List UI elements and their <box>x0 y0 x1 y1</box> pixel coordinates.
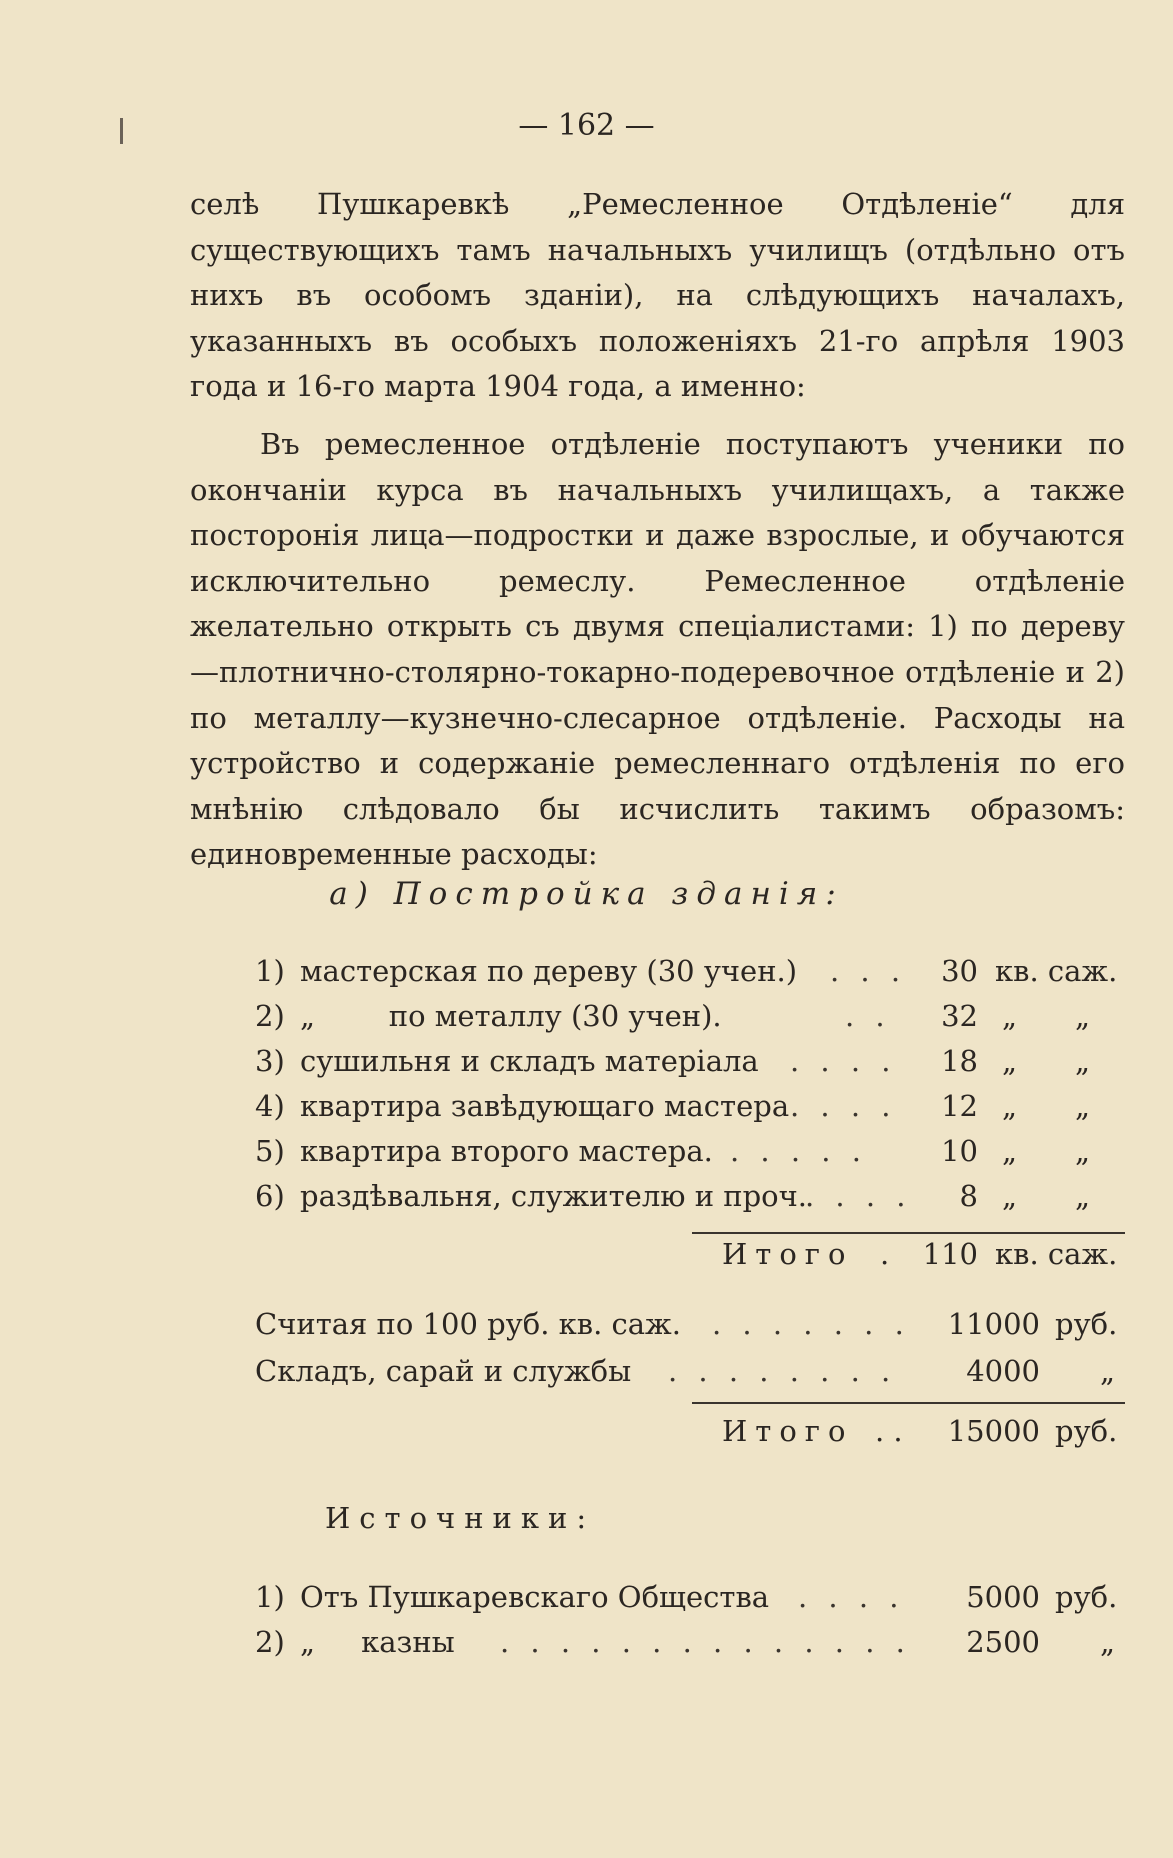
item-value: 18 <box>941 1044 978 1078</box>
ditto-mark: „ <box>1075 1089 1091 1123</box>
total-value: 110 <box>922 1237 978 1271</box>
cost-value: 4000 <box>966 1354 1040 1388</box>
item-value: 30 <box>941 954 978 988</box>
item-value: 12 <box>941 1089 978 1123</box>
leader-dots: . . . . . . . <box>712 1307 910 1341</box>
total-unit: руб. <box>1055 1414 1118 1448</box>
source-unit: руб. <box>1055 1580 1118 1614</box>
ditto-mark: „ <box>1002 999 1018 1033</box>
ditto-mark: „ <box>1075 1044 1091 1078</box>
item-number: 1) <box>255 1580 285 1614</box>
leader-dots: . . . <box>830 954 907 988</box>
item-number: 4) <box>255 1089 285 1123</box>
item-name: раздѣвальня, служителю и проч. <box>300 1179 808 1213</box>
source-name: Отъ Пушкаревскаго Общества <box>300 1580 770 1614</box>
paragraph-1: селѣ Пушкаревкѣ „Ремесленное Отдѣленіе“ для существующихъ тамъ начальныхъ училищъ (отдѣльно отъ нихъ въ особомъ зданіи), на слѣдующихъ началахъ, указанныхъ въ особыхъ положеніяхъ 21-го апрѣля 1903 года и 16-го марта 1904 года, а именно: <box>190 187 1125 404</box>
item-unit: кв. саж. <box>995 954 1118 988</box>
item-number: 5) <box>255 1134 285 1168</box>
leader-dots: . . . . <box>798 1580 905 1614</box>
item-number: 2) <box>255 999 285 1033</box>
sources-heading: Источники: <box>325 1501 596 1535</box>
ditto-mark: „ <box>1075 999 1091 1033</box>
ditto-mark: „ <box>1075 1179 1091 1213</box>
item-name: мастерская по дереву (30 учен.) <box>300 954 798 988</box>
total-label: Итого <box>722 1414 854 1448</box>
item-name: сушильня и складъ матеріала <box>300 1044 759 1078</box>
total-value: 15000 <box>947 1414 1040 1448</box>
cost-unit: „ <box>1100 1354 1116 1388</box>
cost-name: Складъ, сарай и службы <box>255 1354 632 1388</box>
sum-rule <box>692 1402 1125 1404</box>
item-value: 10 <box>941 1134 978 1168</box>
item-number: 6) <box>255 1179 285 1213</box>
total-unit: кв. саж. <box>995 1237 1118 1271</box>
total-label: Итого <box>722 1237 854 1271</box>
leader-dots: . . . . <box>805 1179 912 1213</box>
leader-dots: . . . . <box>790 1044 897 1078</box>
ditto-mark: „ <box>1075 1134 1091 1168</box>
cost-value: 11000 <box>947 1307 1040 1341</box>
leader-dots: . . <box>845 999 891 1033</box>
source-name: „ казны <box>300 1625 455 1659</box>
cost-unit: руб. <box>1055 1307 1118 1341</box>
item-number: 1) <box>255 954 285 988</box>
section-heading: а) Постройка зданія: <box>329 876 844 912</box>
source-value: 5000 <box>966 1580 1040 1614</box>
source-unit: „ <box>1100 1625 1116 1659</box>
item-name: квартира завѣдующаго мастера <box>300 1089 790 1123</box>
leader-dots: . . . . . . . . <box>668 1354 897 1388</box>
paragraph-2: Въ ремесленное отдѣленіе поступаютъ ученики по окончаніи курса въ начальныхъ училищахъ, а также посторонія лица—подростки и даже взрослые, и обучаются исключительно ремеслу. Ремесленное отдѣленіе желательно открыть съ двумя спеціалистами: 1) по дереву—плотнично-столярно-токарно-подеревочное отдѣленіе и 2) по металлу—кузнечно-слесарное отдѣленіе. Расходы на устройство и содержаніе ремесленнаго отдѣленія по его мнѣнію слѣдовало бы исчислить такимъ образомъ: единовременные расходы: <box>190 427 1125 872</box>
leader-dots: . . . . <box>790 1089 897 1123</box>
leader-dots: . <box>880 1237 890 1271</box>
leader-dots: . . . . . . . . . . . . . . <box>500 1625 911 1659</box>
ditto-mark: „ <box>1002 1134 1018 1168</box>
source-value: 2500 <box>966 1625 1040 1659</box>
page-number: — 162 — <box>518 108 655 143</box>
ditto-mark: „ <box>1002 1179 1018 1213</box>
item-value: 32 <box>941 999 978 1033</box>
leader-dots: . . . . . <box>730 1134 867 1168</box>
leader-dots: . . <box>875 1414 903 1448</box>
ditto-mark: „ <box>1002 1044 1018 1078</box>
ditto-mark: „ <box>1002 1089 1018 1123</box>
item-name: „ по металлу (30 учен). <box>300 999 722 1033</box>
item-value: 8 <box>959 1179 978 1213</box>
cost-name: Считая по 100 руб. кв. саж. <box>255 1307 681 1341</box>
item-name: квартира второго мастера. <box>300 1134 713 1168</box>
item-number: 2) <box>255 1625 285 1659</box>
item-number: 3) <box>255 1044 285 1078</box>
